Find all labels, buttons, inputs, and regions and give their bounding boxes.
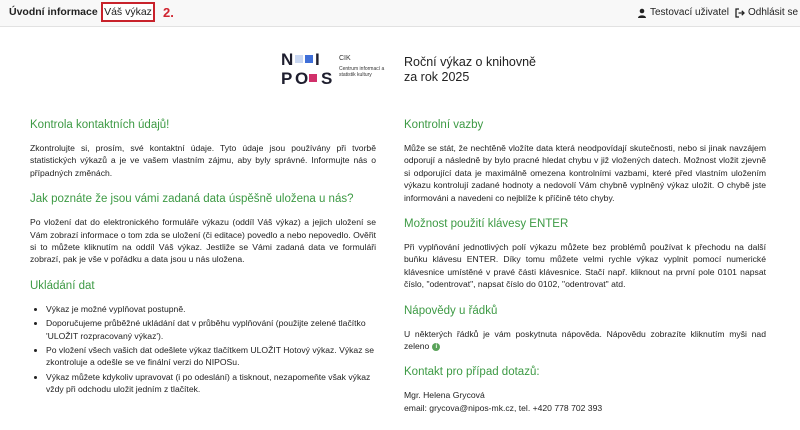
heading-enter-key: Možnost použití klávesy ENTER (404, 218, 569, 231)
top-navbar (0, 0, 800, 27)
logout-label: Odhlásit se (748, 7, 799, 18)
logo-letter-p: P (281, 69, 293, 88)
heading-saving-data: Ukládání dat (30, 279, 95, 292)
nipos-cik-logo (281, 51, 391, 91)
heading-row-help: Nápovědy u řádků (404, 304, 498, 317)
heading-contact: Kontakt pro případ dotazů: (404, 366, 540, 379)
heading-data-saved: Jak poznáte že jsou vámi zadaná data úspěšně uložena u nás? (30, 193, 354, 206)
row-help-text: U některých řádků je vám poskytnuta nápověda. Nápovědu zobrazíte kliknutím myši nad zeleno (404, 328, 766, 352)
info-icon[interactable]: i (432, 343, 440, 351)
paragraph-data-saved: Po vložení dat do elektronického formuláře výkazu (oddíl Váš výkaz) a jejich uložení se Vám zobrazí informace o tom zda se uložení (či editace) povedlo a nebo nepovedlo. Ověřit si to můžete kliknutím na oddíl Váš výkaz. Jestliže se Vámi zadaná data ve formuláři zobrazí, pak je vše v pořádku a data jsou u nás uložena. (30, 217, 376, 265)
paragraph-contact-check: Zkontrolujte si, prosím, své kontaktní údaje. Tyto údaje jsou používány při tvorbě statistických výkazů a je ve vašem vlastním zájmu, aby byly správné. Informujte nás o případných změnách. (30, 143, 376, 178)
user-name: Testovací uživatel (650, 7, 729, 18)
logout-link[interactable] (735, 7, 798, 18)
logo-cik-subtitle: Centrum informací a statistik kultury (339, 66, 385, 78)
paragraph-enter-key: Při vyplňování jednotlivých polí výkazu můžete bez problémů používat k přechodu na další buňku klávesu ENTER. Díky tomu můžete velmi rychle výkaz vyplnit pomocí numerické klávesnice umístěné v pravé části klávesnice. Stačí např. kliknout na první pole 0101 napsat číslo, "odentrovat", napsat číslo do 0102, "odentrovat" atd. (404, 242, 766, 290)
list-item: • Doporučujeme průběžné ukládání dat v průběhu vyplňování (použijte zelené tlačítko 'ULOŽIT rozpracovaný výkaz'). (46, 317, 376, 342)
logo-letter-s: S (321, 69, 333, 88)
report-title-line2: za rok 2025 (404, 70, 470, 84)
contact-name: Mgr. Helena Grycová (404, 390, 485, 401)
nav-intro-link[interactable]: Úvodní informace (9, 6, 98, 18)
list-item: • Výkaz je možné vyplňovat postupně. (46, 303, 376, 315)
saving-data-list (30, 303, 376, 396)
logo-cik: CIK (339, 55, 351, 62)
contact-details: email: grycova@nipos-mk.cz, tel. +420 778 702 393 (404, 402, 603, 413)
user-menu[interactable] (637, 7, 729, 18)
list-item: • Výkaz můžete kdykoliv upravovat (i po odeslání) a tisknout, nezapomeňte však výkaz vždy při odchodu uložit jedním z tlačítek. (46, 371, 376, 396)
paragraph-row-help (404, 328, 766, 353)
logo-letter-n: N (281, 50, 294, 69)
logo-square (309, 74, 317, 82)
tab-vas-vykaz[interactable]: Váš výkaz (101, 2, 155, 22)
logo-letter-o: O (295, 69, 309, 88)
logo-letter-i: I (315, 50, 320, 69)
report-title-line1: Roční výkaz o knihovně (404, 55, 537, 69)
logout-icon (735, 8, 745, 18)
logo-square (295, 55, 303, 63)
left-column (30, 118, 376, 398)
report-title (404, 55, 536, 85)
user-icon (637, 8, 647, 18)
step-annotation: 2. (163, 5, 174, 20)
list-item: • Po vložení všech vašich dat odešlete výkaz tlačítkem ULOŽIT Hotový výkaz. Výkaz se zkontroluje a odešle se ve finální verzi do NIPOSu. (46, 344, 376, 369)
right-column (404, 118, 766, 414)
heading-validation: Kontrolní vazby (404, 119, 484, 131)
logo-square (305, 55, 313, 63)
paragraph-validation: Může se stát, že nechtěně vložíte data která neodpovídají skutečnosti, nebo si jinak navzájem odporují a následně by bylo pracné hledat chybu v již vložených datech. Možnost vložit zjevně si odporující data je maximálně omezena kontrolními vazbami, které před vlastním uložením výkazu kontrolují zadané hodnoty a nedovolí Vám chybně vyplněný výkaz uložit. O chybě jste informováni a navedeni co nejblíže k příčině této chyby. (404, 143, 766, 203)
heading-contact-check: Kontrola kontaktních údajů! (30, 119, 170, 131)
